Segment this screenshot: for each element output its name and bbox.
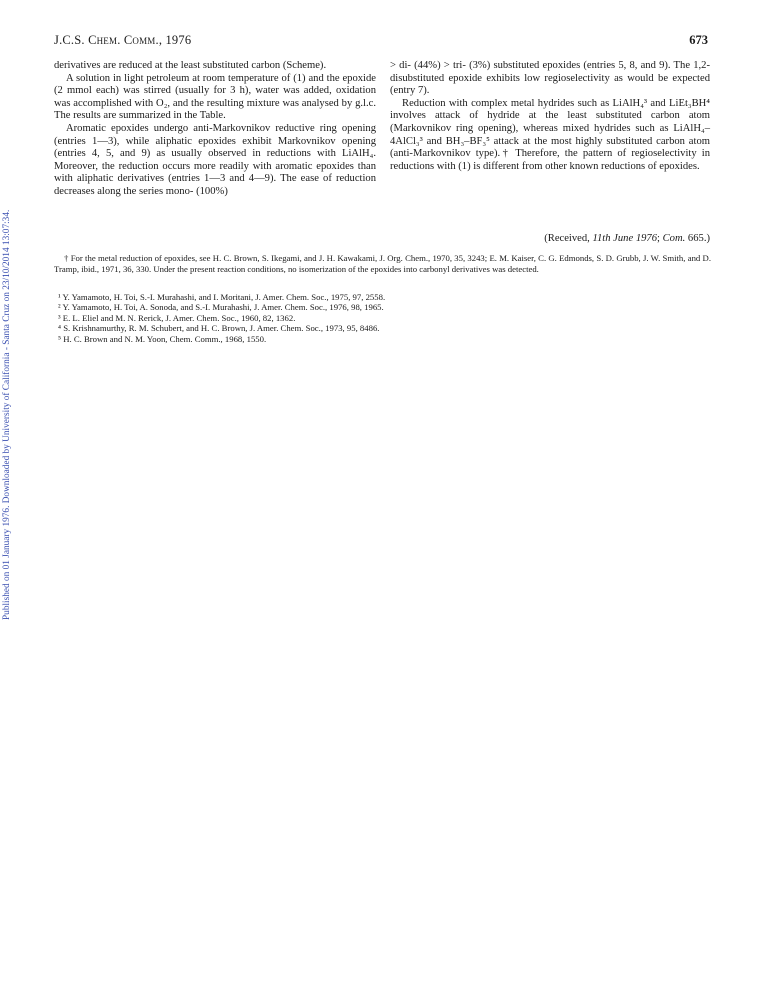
journal-year: , 1976	[158, 33, 192, 47]
right-column	[390, 60, 710, 173]
journal-name: Chem. Comm.	[88, 33, 159, 47]
received-date: 11th June 1976	[592, 233, 658, 244]
com-label: Com.	[662, 233, 686, 244]
reference-item: ¹ Y. Yamamoto, H. Toi, S.-I. Murahashi, and I. Moritani, J. Amer. Chem. Soc., 1975, 97, 2558.	[58, 292, 386, 302]
received-line	[390, 233, 710, 244]
paragraph: derivatives are reduced at the least substituted carbon (Scheme).	[54, 60, 327, 71]
reference-item: ⁴ S. Krishnamurthy, R. M. Schubert, and H. C. Brown, J. Amer. Chem. Soc., 1973, 95, 8486.	[58, 323, 380, 334]
com-number: 665.)	[685, 233, 710, 244]
received-sep: ;	[657, 233, 663, 244]
footnotes	[54, 253, 711, 274]
paragraph: Reduction with complex metal hydrides such as LiAlH₄³ and LiEt₃BH⁴ involves attack of hydride at the least substituted carbon atom (Markovnikov ring opening), whereas mixed hydrides such as LiAlH₄–4AlCl₃³ and BH₃–BF₃⁵ attack at the most highly substituted carbon atom (anti-Markovnikov type).† Therefore, the pattern of regioselectivity in reductions with (1) is different from other known reductions of epoxides.	[390, 97, 710, 172]
page-number: 673	[689, 33, 708, 47]
download-watermark	[2, 150, 18, 620]
paragraph: > di- (44%) > tri- (3%) substituted epoxides (entries 5, 8, and 9). The 1,2-disubstituted epoxide exhibits low regioselectivity as would be expected (entry 7).	[390, 60, 710, 97]
reference-item: ² Y. Yamamoto, H. Toi, A. Sonoda, and S.-I. Murahashi, J. Amer. Chem. Soc., 1976, 98, 1965.	[58, 302, 384, 313]
paragraph: A solution in light petroleum at room temperature of (1) and the epoxide (2 mmol each) was stirred (usually for 3 h), water was added, oxidation was accomplished with O₂, and the resulting mixture was analysed by g.l.c. The results are summarized in the Table.	[54, 72, 376, 122]
reference-item: ³ E. L. Eliel and M. N. Rerick, J. Amer. Chem. Soc., 1960, 82, 1362.	[58, 312, 296, 323]
journal-prefix: J.C.S.	[54, 33, 89, 47]
download-watermark-text: Published on 01 January 1976. Downloaded by University of California - Santa Cruz on 23/10/2014 13:07:34.	[2, 209, 12, 620]
references	[58, 292, 708, 344]
left-column	[54, 60, 376, 199]
received-prefix: (Received,	[544, 233, 593, 244]
paragraph: Aromatic epoxides undergo anti-Markovnikov reductive ring opening (entries 1—3), while aliphatic epoxides exhibit Markovnikov opening (entries 4, 5, and 9) as usually observed in reductions with LiAlH₄. Moreover, the reduction occurs more readily with aromatic epoxides than with aliphatic derivatives (entries 1—3 and 4—9). The ease of reduction decreases along the series mono- (100%)	[54, 122, 376, 197]
running-header	[54, 33, 191, 48]
reference-item: ⁵ H. C. Brown and N. M. Yoon, Chem. Comm., 1968, 1550.	[58, 333, 267, 344]
footnote-dagger: † For the metal reduction of epoxides, see H. C. Brown, S. Ikegami, and J. H. Kawakami, J. Org. Chem., 1970, 35, 3243; E. M. Kaiser, C. G. Edmonds, S. D. Grubb, J. W. Smith, and D. Tramp, ibid., 1971, 36, 330. Under the present reaction conditions, no isomerization of the epoxides into carbonyl derivatives was detected.	[54, 253, 711, 274]
